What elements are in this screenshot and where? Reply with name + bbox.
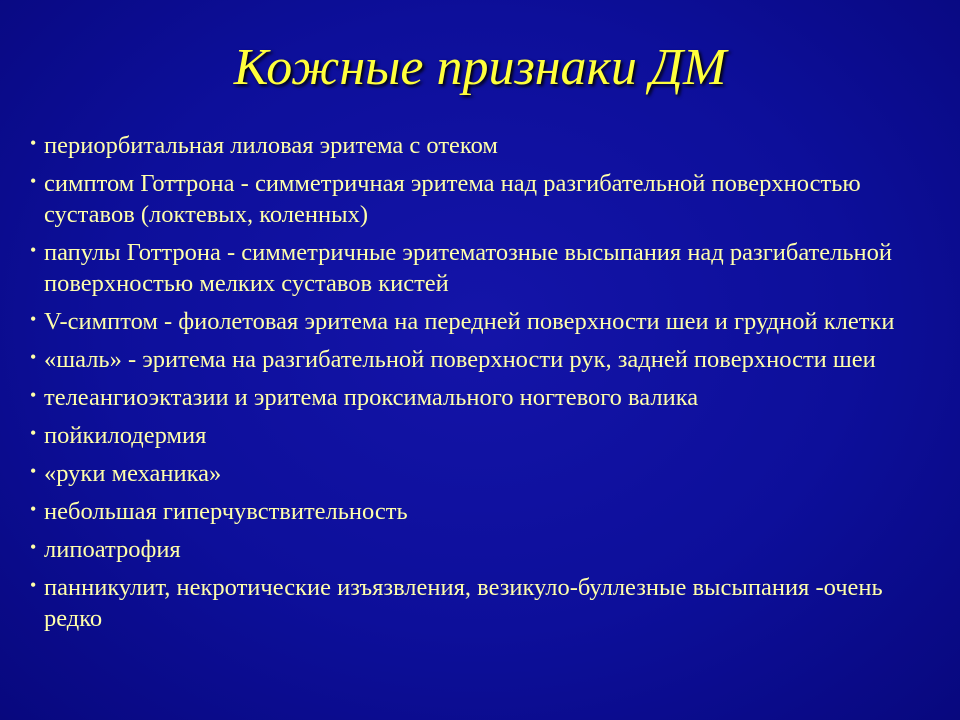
bullet-text: «руки механика»: [44, 460, 222, 487]
bullet-dot-icon: •: [30, 385, 37, 405]
bullet-dot-icon: •: [30, 133, 37, 153]
bullet-item: [30, 572, 910, 634]
bullet-dot-icon: •: [30, 347, 37, 367]
bullet-text: папулы Готтрона - симметричные эритематозные высыпания над разгибательной поверхностью мелких суставов кистей: [44, 239, 893, 297]
bullet-text: пойкилодермия: [44, 422, 207, 449]
bullet-item: [30, 382, 910, 413]
bullet-item: [30, 168, 910, 230]
slide-title: Кожные признаки ДМ: [233, 39, 727, 96]
bullet-text: небольшая гиперчувствительность: [44, 498, 408, 525]
bullet-dot-icon: •: [30, 309, 37, 329]
bullet-item: [30, 420, 910, 451]
bullet-item: [30, 534, 910, 565]
bullet-text: периорбитальная лиловая эритема с отеком: [44, 132, 498, 159]
bullet-item: [30, 237, 910, 299]
bullet-item: [30, 458, 910, 489]
bullet-item: [30, 344, 910, 375]
bullet-item: [30, 496, 910, 527]
bullet-item: [30, 130, 910, 161]
bullet-item: [30, 306, 910, 337]
bullet-dot-icon: •: [30, 171, 37, 191]
bullet-dot-icon: •: [30, 461, 37, 481]
bullet-text: симптом Готтрона - симметричная эритема над разгибательной поверхностью суставов (локтевых, коленных): [44, 170, 861, 228]
bullet-text: «шаль» - эритема на разгибательной поверхности рук, задней поверхности шеи: [44, 346, 876, 373]
bullet-dot-icon: •: [30, 537, 37, 557]
bullet-text: липоатрофия: [44, 536, 181, 563]
bullet-dot-icon: •: [30, 423, 37, 443]
bullet-dot-icon: •: [30, 240, 37, 260]
bullet-dot-icon: •: [30, 499, 37, 519]
bullet-text: панникулит, некротические изъязвления, везикуло-буллезные высыпания -очень редко: [44, 574, 883, 632]
bullet-dot-icon: •: [30, 575, 37, 595]
bullet-list: [30, 130, 910, 641]
bullet-text: V-симптом - фиолетовая эритема на передней поверхности шеи и грудной клетки: [44, 308, 895, 335]
bullet-text: телеангиоэктазии и эритема проксимального ногтевого валика: [44, 384, 699, 411]
